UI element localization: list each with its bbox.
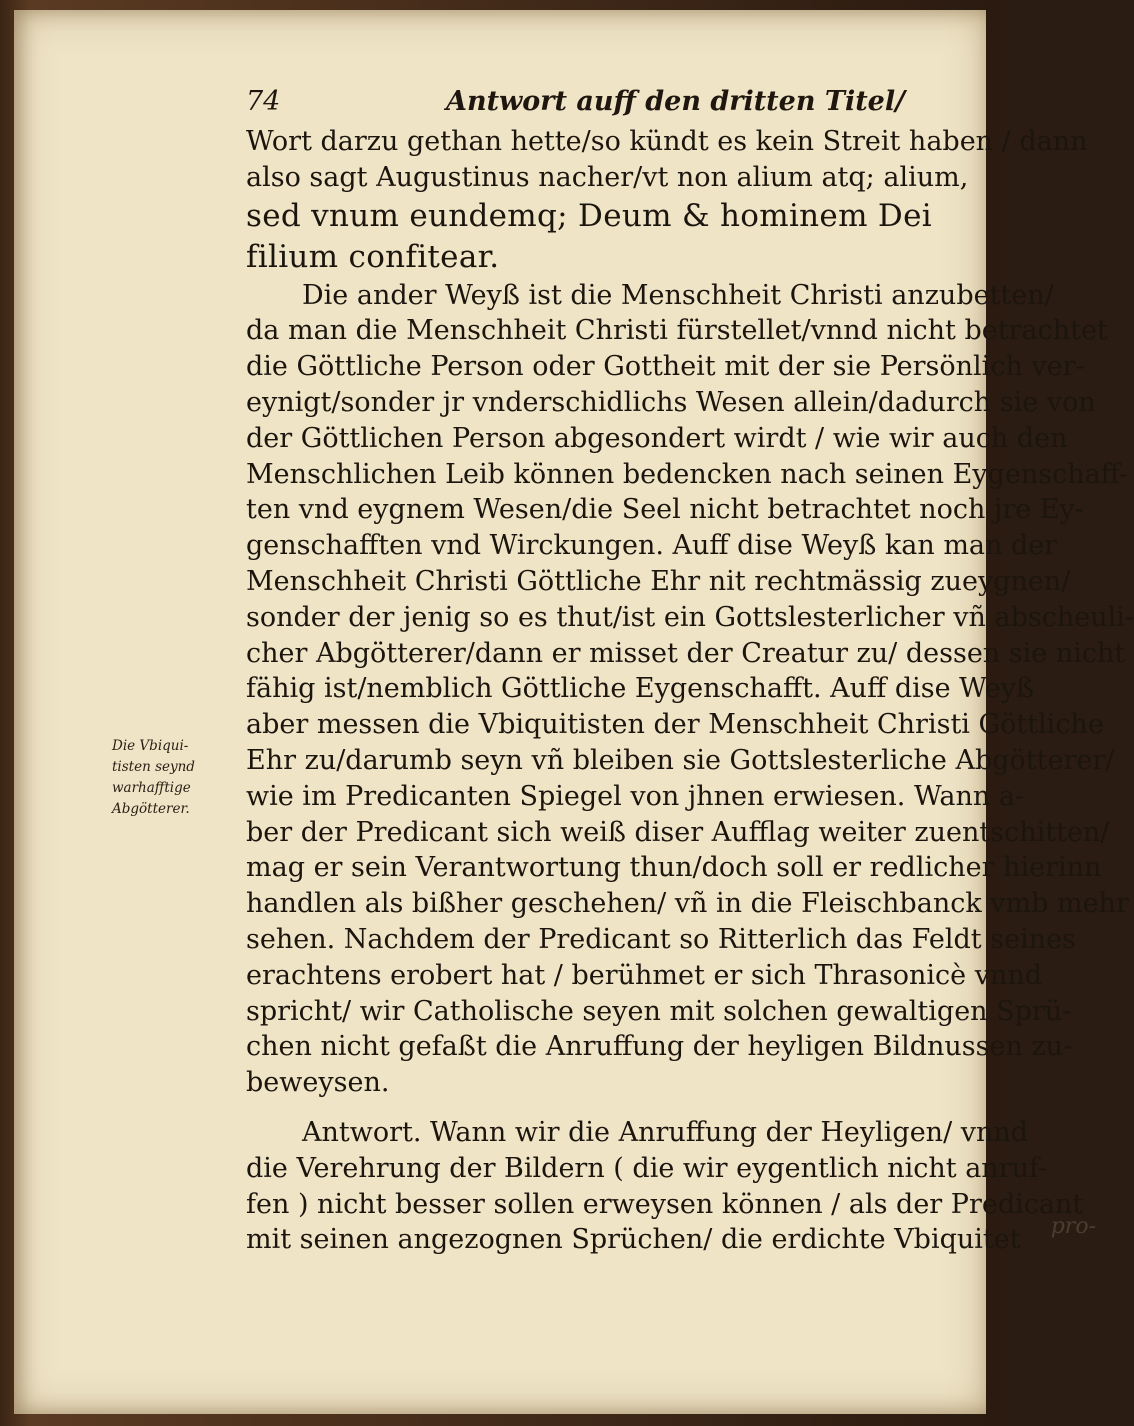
text-line: cher Abgötterer/dann er misset der Creatur zu/ dessen sie nicht [246, 637, 1126, 669]
text-line: Antwort. Wann wir die Anruffung der Heyligen/ vnnd [302, 1116, 1029, 1148]
text-line: fähig ist/nemblich Göttliche Eygenschafft. Auff dise Weyß [246, 673, 1034, 705]
text-line: ten vnd eygnem Wesen/die Seel nicht betrachtet noch jre Ey- [246, 494, 1084, 526]
text-line: sehen. Nachdem der Predicant so Ritterlich das Feldt seines [246, 923, 1076, 955]
text-line: erachtens erobert hat / berühmet er sich Thrasonicè vnnd [246, 959, 1043, 991]
running-title: Antwort auff den dritten Titel/ [446, 86, 905, 117]
text-line: der Göttlichen Person abgesondert wirdt / wie wir auch den [246, 422, 1068, 454]
text-line: chen nicht gefaßt die Anruffung der heyligen Bildnussen zu- [246, 1031, 1073, 1063]
text-line: eynigt/sonder jr vnderschidlichs Wesen allein/dadurch sie von [246, 386, 1096, 418]
text-line: sed vnum eundemq; Deum & hominem Dei [246, 197, 932, 234]
text-line: mag er sein Verantwortung thun/doch soll er redlicher hierinn [246, 852, 1102, 884]
text-line: also sagt Augustinus nacher/vt non alium atq; alium, [246, 161, 969, 193]
text-line: die Verehrung der Bildern ( die wir eygentlich nicht anruf- [246, 1152, 1048, 1184]
text-line: Menschlichen Leib können bedencken nach seinen Eygenschaff- [246, 458, 1129, 490]
text-line: mit seinen angezognen Sprüchen/ die erdichte Vbiquitet [246, 1224, 1021, 1256]
text-line: Ehr zu/darumb seyn vñ bleiben sie Gottslesterliche Abgötterer/ [246, 744, 1115, 776]
text-line: beweysen. [246, 1067, 390, 1099]
text-line: spricht/ wir Catholische seyen mit solchen gewaltigen Sprü- [246, 995, 1072, 1027]
marginal-note-line: warhafftige [112, 780, 191, 796]
text-line: wie im Predicanten Spiegel von jhnen erwiesen. Wann a- [246, 780, 1025, 812]
catchword: pro- [1050, 1214, 1096, 1239]
text-line: ber der Predicant sich weiß diser Aufflag weiter zuentschitten/ [246, 816, 1110, 848]
paragraph-gap [246, 1101, 958, 1115]
text-line: da man die Menschheit Christi fürstellet/vnnd nicht betrachtet [246, 315, 1108, 347]
text-line: sonder der jenig so es thut/ist ein Gottslesterlicher vñ abscheuli- [246, 601, 1134, 633]
marginal-note-line: Die Vbiqui- [112, 738, 189, 754]
page-number: 74 [246, 86, 281, 117]
text-line: die Göttliche Person oder Gottheit mit der sie Persönlich ver- [246, 351, 1085, 383]
text-line: handlen als bißher geschehen/ vñ in die Fleischbanck vmb mehr [246, 888, 1129, 920]
marginal-note [112, 736, 246, 820]
text-line: filium confitear. [246, 238, 500, 275]
text-line: genschafften vnd Wirckungen. Auff dise Weyß kan man der [246, 530, 1058, 562]
text-line: Menschheit Christi Göttliche Ehr nit rechtmässig zueygnen/ [246, 565, 1071, 597]
text-line: aber messen die Vbiquitisten der Menschheit Christi Göttliche [246, 709, 1104, 741]
text-line: Wort darzu gethan hette/so kündt es kein Streit haben / dann [246, 126, 1088, 157]
text-line: fen ) nicht besser sollen erweysen können / als der Predicant [246, 1188, 1084, 1220]
marginal-note-line: Abgötterer. [112, 801, 190, 817]
text-line: Die ander Weyß ist die Menschheit Christi anzubetten/ [302, 279, 1054, 311]
marginal-note-line: tisten seynd [112, 759, 195, 775]
